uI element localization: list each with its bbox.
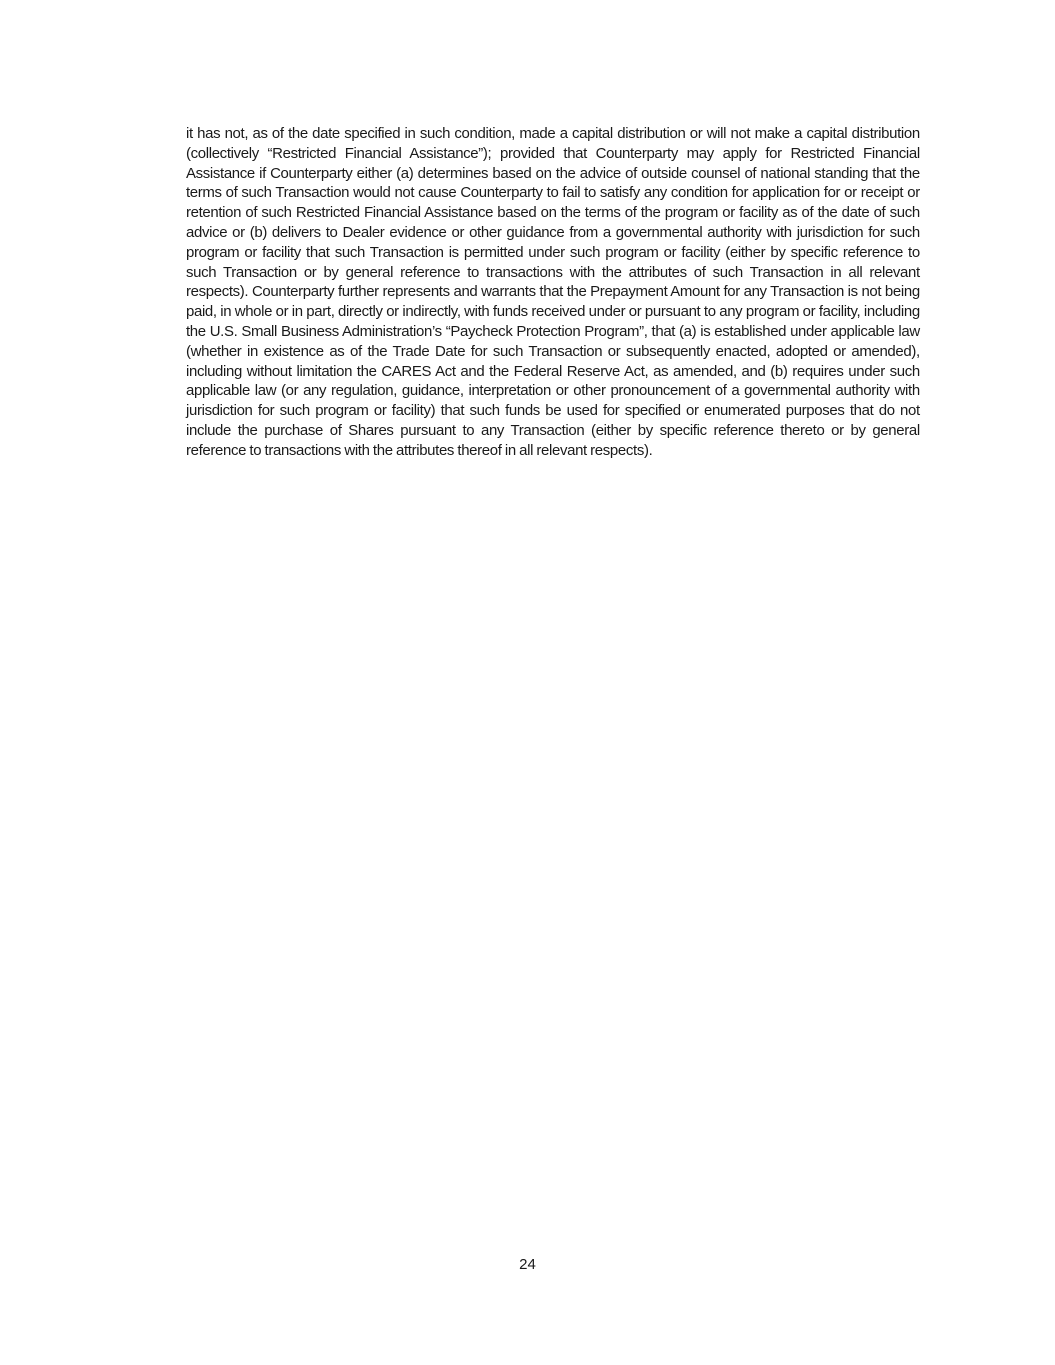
- body-paragraph: it has not, as of the date specified in such condition, made a capital distribution or will not make a capital distribution (collectively “Restricted Financial Assistance”); provided that Counterparty may apply for Restricted Financial Assistance if Counterparty either (a) determines based on the advice of outside counsel of national standing that the terms of such Transaction would not cause Counterparty to fail to satisfy any condition for application for or receipt or retention of such Restricted Financial Assistance based on the terms of the program or facility as of the date of such advice or (b) delivers to Dealer evidence or other guidance from a governmental authority with jurisdiction for such program or facility that such Transaction is permitted under such program or facility (either by specific reference to such Transaction or by general reference to transactions with the attributes of such Transaction in all relevant respects). Counterparty further represents and warrants that the Prepayment Amount for any Transaction is not being paid, in whole or in part, directly or indirectly, with funds received under or pursuant to any program or facility, including the U.S. Small Business Administration’s “Paycheck Protection Program”, that (a) is established under applicable law (whether in existence as of the Trade Date for such Transaction or subsequently enacted, adopted or amended), including without limitation the CARES Act and the Federal Reserve Act, as amended, and (b) requires under such applicable law (or any regulation, guidance, interpretation or other pronouncement of a governmental authority with jurisdiction for such program or facility) that such funds be used for specified or enumerated purposes that do not include the purchase of Shares pursuant to any Transaction (either by specific reference thereto or by general reference to transactions with the attributes thereof in all relevant respects).: [186, 125, 920, 459]
- page-number: 24: [519, 1256, 536, 1273]
